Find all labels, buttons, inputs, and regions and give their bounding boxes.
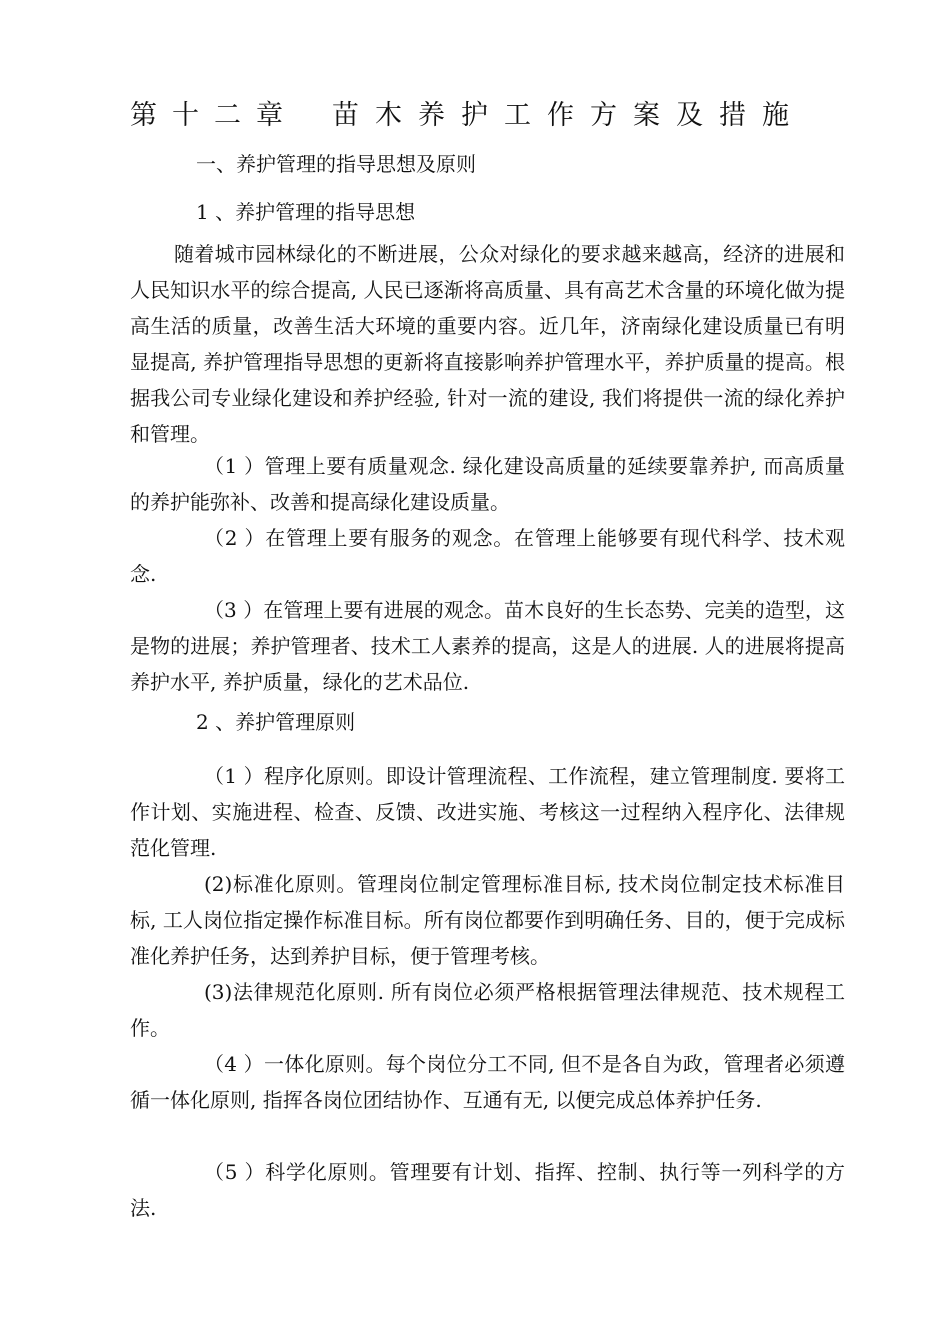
subsection-heading-principles: 2 、养护管理原则 bbox=[196, 710, 356, 734]
subsection-heading-guiding-idea: 1 、养护管理的指导思想 bbox=[196, 200, 416, 224]
principle-item-integration: （4 ）一体化原则。每个岗位分工不同, 但不是各自为政，管理者必须遵循一体化原则, 指挥各岗位团结协作、互通有无, 以便完成总体养护任务. bbox=[130, 1052, 845, 1112]
idea-item-service: （2 ）在管理上要有服务的观念。在管理上能够要有现代科学、技术观念. bbox=[130, 526, 845, 586]
idea-item-quality: （1 ）管理上要有质量观念. 绿化建设高质量的延续要靠养护, 而高质量的养护能弥补、改善和提高绿化建设质量。 bbox=[130, 454, 845, 514]
chapter-name: 苗木养护工作方案及措施 bbox=[332, 100, 805, 131]
chapter-number: 第十二章 bbox=[130, 100, 298, 131]
principle-item-legal: (3)法律规范化原则. 所有岗位必须严格根据管理法律规范、技术规程工作。 bbox=[130, 980, 845, 1040]
chapter-title bbox=[130, 98, 830, 134]
idea-item-progress: （3 ）在管理上要有进展的观念。苗木良好的生长态势、完美的造型，这是物的进展；养护管理者、技术工人素养的提高，这是人的进展. 人的进展将提高养护水平, 养护质量，绿化的艺术品位. bbox=[130, 598, 845, 694]
intro-paragraph: 随着城市园林绿化的不断进展，公众对绿化的要求越来越高，经济的进展和人民知识水平的综合提高, 人民已逐渐将高质量、具有高艺术含量的环境化做为提高生活的质量，改善生活大环境的重要内容。近几年，济南绿化建设质量已有明显提高, 养护管理指导思想的更新将直接影响养护管理水平，养护质量的提高。根据我公司专业绿化建设和养护经验, 针对一流的建设, 我们将提供一流的绿化养护和管理。 bbox=[130, 242, 845, 446]
principle-item-scientific: （5 ）科学化原则。管理要有计划、指挥、控制、执行等一列科学的方法. bbox=[130, 1160, 845, 1220]
section-heading: 一、养护管理的指导思想及原则 bbox=[196, 152, 476, 176]
principle-item-standardization: (2)标准化原则。管理岗位制定管理标准目标, 技术岗位制定技术标准目标, 工人岗位指定操作标准目标。所有岗位都要作到明确任务、目的，便于完成标准化养护任务，达到养护目标，便于管理考核。 bbox=[130, 872, 845, 968]
principle-item-procedural: （1 ）程序化原则。即设计管理流程、工作流程，建立管理制度. 要将工作计划、实施进程、检查、反馈、改进实施、考核这一过程纳入程序化、法律规范化管理. bbox=[130, 764, 845, 860]
